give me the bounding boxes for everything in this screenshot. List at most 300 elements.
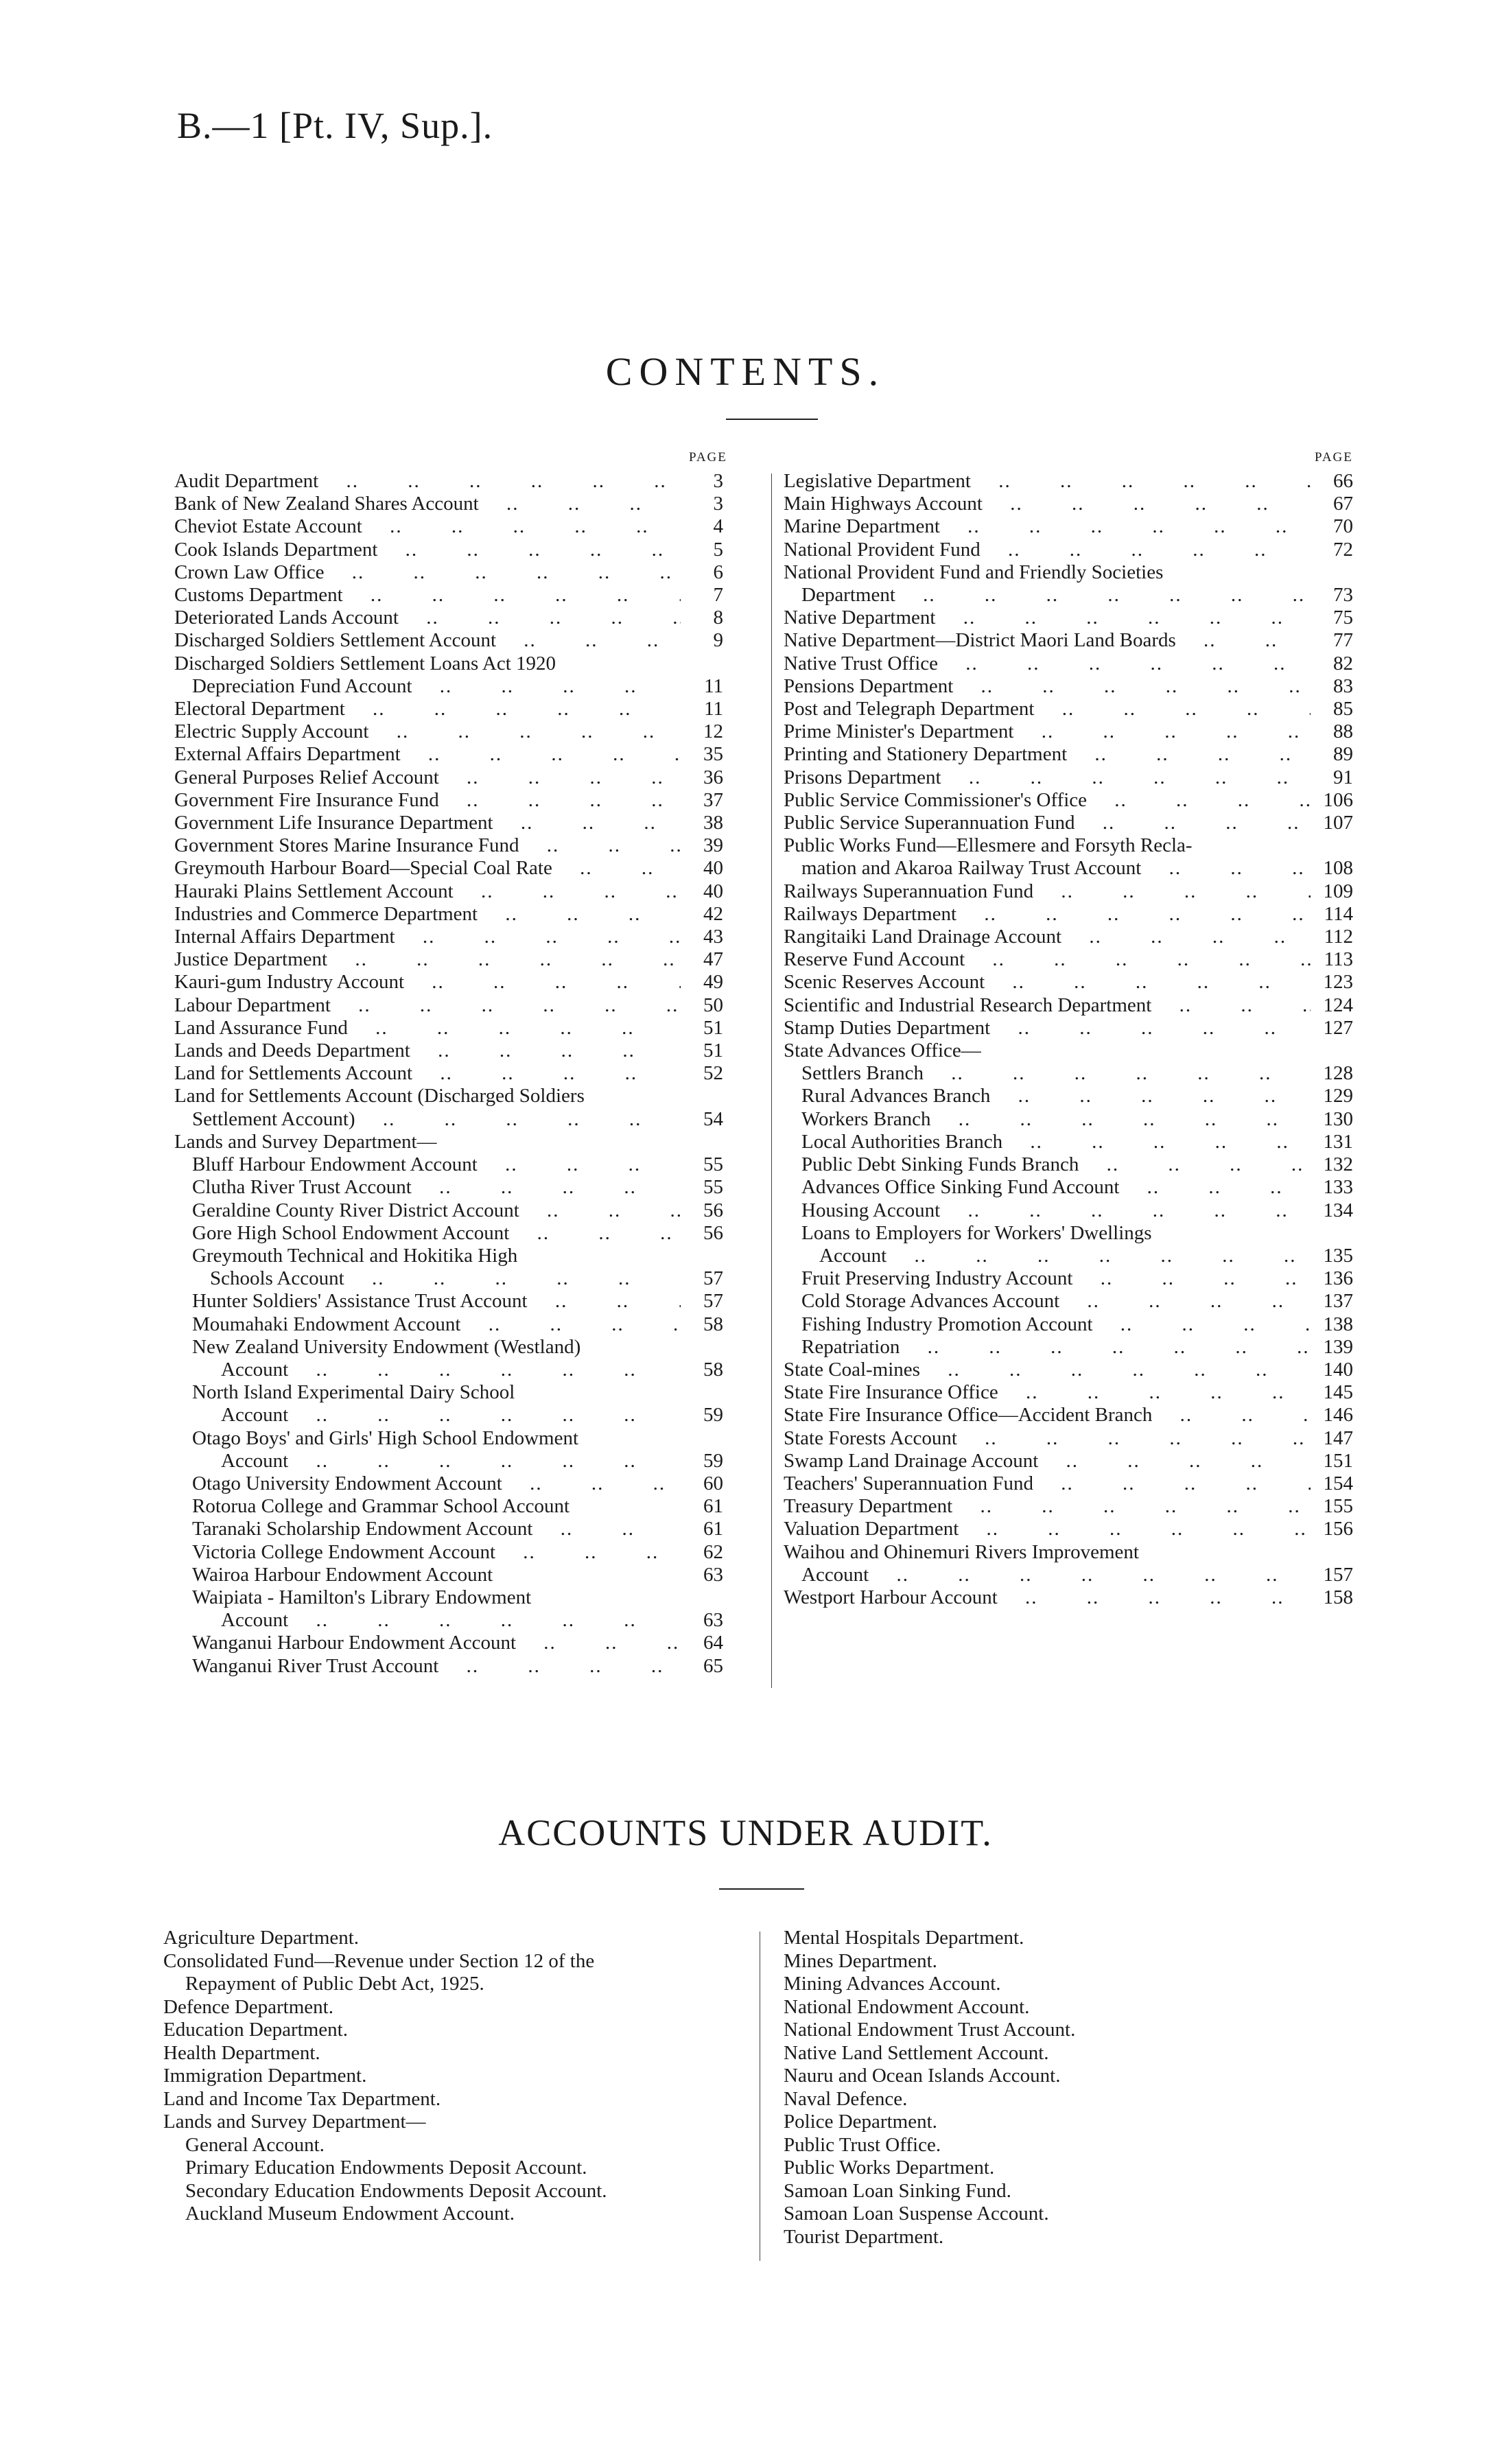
- contents-title-rule: [726, 419, 818, 420]
- entry-page-number: 55: [703, 1176, 723, 1199]
- audit-item: Agriculture Department.: [163, 1927, 360, 1949]
- entry-label: Industries and Commerce Department ..: [174, 903, 681, 926]
- contents-entry: National Provident Fund and Friendly Societies: [784, 561, 1164, 583]
- entry-page-number: 59: [703, 1449, 723, 1472]
- entry-label: Crown Law Office ..: [174, 561, 681, 584]
- entry-label: Kauri-gum Industry Account ..: [174, 971, 681, 994]
- entry-page-number: 154: [1323, 1472, 1353, 1494]
- entry-page-number: 52: [703, 1062, 723, 1085]
- audit-title: ACCOUNTS UNDER AUDIT.: [498, 1812, 993, 1853]
- audit-item: Native Land Settlement Account.: [784, 2041, 1049, 2064]
- contents-entry: New Zealand University Endowment (Westland): [192, 1335, 581, 1358]
- entry-page-number: 157: [1323, 1563, 1353, 1586]
- entry-page-number: 133: [1323, 1176, 1353, 1199]
- entry-page-number: 40: [703, 857, 723, 880]
- entry-page-number: 135: [1323, 1244, 1353, 1267]
- entry-label: Justice Department ..: [174, 948, 681, 971]
- entry-page-number: 5: [713, 538, 723, 561]
- entry-page-number: 124: [1323, 994, 1353, 1016]
- contents-entry: Greymouth Technical and Hokitika High: [192, 1244, 518, 1267]
- audit-item: Land and Income Tax Department.: [163, 2087, 441, 2110]
- entry-label: Westport Harbour Account ..: [784, 1586, 1311, 1609]
- entry-page-number: 114: [1324, 902, 1353, 925]
- contents-entry: [174, 1199, 723, 1222]
- entry-page-number: 62: [703, 1540, 723, 1563]
- contents-entry: [174, 1564, 723, 1586]
- entry-page-number: 61: [703, 1495, 723, 1518]
- entry-page-number: 138: [1323, 1313, 1353, 1335]
- entry-page-number: 57: [703, 1267, 723, 1290]
- entry-page-number: 12: [703, 720, 723, 743]
- contents-entry: [784, 1472, 1353, 1495]
- contents-entry: [784, 766, 1353, 789]
- contents-entry: [174, 812, 723, 834]
- entry-page-number: 147: [1323, 1427, 1353, 1449]
- entry-label: General Purposes Relief Account ..: [174, 766, 681, 789]
- entry-label: Land Assurance Fund ..: [174, 1017, 681, 1040]
- audit-item: Defence Department.: [163, 1995, 333, 2018]
- contents-entry: Waihou and Ohinemuri Rivers Improvement: [784, 1540, 1139, 1563]
- contents-entry: [784, 812, 1353, 834]
- entry-page-number: 70: [1333, 515, 1353, 538]
- entry-label: Government Fire Insurance Fund ..: [174, 789, 681, 812]
- entry-label: Native Department ..: [784, 607, 1311, 629]
- contents-entry: [174, 857, 723, 880]
- entry-page-number: 73: [1333, 584, 1353, 607]
- contents-entry: Land for Settlements Account (Discharged Soldiers: [174, 1085, 585, 1107]
- entry-label: Main Highways Account ..: [784, 493, 1311, 515]
- entry-page-number: 155: [1323, 1495, 1353, 1518]
- audit-item: Mining Advances Account.: [784, 1973, 1001, 1995]
- contents-entry: [784, 1313, 1353, 1336]
- entry-label: Native Department—District Maori Land Boards ..: [784, 629, 1311, 652]
- entry-label: Rangitaiki Land Drainage Account ..: [784, 926, 1311, 948]
- entry-page-number: 35: [703, 743, 723, 766]
- column-divider: [771, 473, 772, 1688]
- audit-item: Mental Hospitals Department.: [784, 1927, 1024, 1949]
- entry-label: Treasury Department ..: [784, 1495, 1311, 1518]
- contents-entry: [174, 789, 723, 812]
- contents-entry: [174, 1472, 723, 1495]
- contents-entry: [174, 675, 723, 698]
- contents-entry: [174, 1017, 723, 1040]
- contents-entry: [784, 1564, 1353, 1586]
- entry-label: Taranaki Scholarship Endowment Account ..: [192, 1518, 681, 1540]
- entry-page-number: 151: [1323, 1449, 1353, 1472]
- entry-label: Swamp Land Drainage Account ..: [784, 1450, 1311, 1472]
- contents-entry: [174, 1359, 723, 1381]
- contents-entry: [174, 994, 723, 1017]
- entry-label: Schools Account ..: [210, 1267, 681, 1290]
- entry-page-number: 136: [1323, 1267, 1353, 1290]
- contents-entry: [784, 720, 1353, 743]
- audit-item: Police Department.: [784, 2111, 937, 2133]
- entry-page-number: 3: [713, 493, 723, 515]
- entry-page-number: 58: [703, 1313, 723, 1335]
- entry-page-number: 75: [1333, 607, 1353, 629]
- entry-page-number: 39: [703, 834, 723, 857]
- entry-page-number: 43: [703, 926, 723, 948]
- entry-label: External Affairs Department ..: [174, 743, 681, 766]
- entry-page-number: 58: [703, 1358, 723, 1381]
- entry-page-number: 63: [703, 1563, 723, 1586]
- contents-entry: [784, 971, 1353, 994]
- contents-entry: North Island Experimental Dairy School: [192, 1381, 515, 1404]
- audit-item: Education Department.: [163, 2019, 348, 2041]
- audit-item: Immigration Department.: [163, 2065, 367, 2087]
- contents-entry: [174, 880, 723, 903]
- contents-entry: [174, 1267, 723, 1290]
- entry-label: Cold Storage Advances Account ..: [801, 1290, 1311, 1313]
- contents-entry: [174, 971, 723, 994]
- entry-page-number: 6: [713, 561, 723, 583]
- entry-label: Hunter Soldiers' Assistance Trust Account ..: [192, 1290, 681, 1313]
- audit-item: Public Works Department.: [784, 2157, 995, 2179]
- entry-label: Hauraki Plains Settlement Account ..: [174, 880, 681, 903]
- contents-entry: [784, 1495, 1353, 1518]
- audit-item: Consolidated Fund—Revenue under Section 12 of the: [163, 1949, 595, 1972]
- entry-page-number: 72: [1333, 538, 1353, 561]
- contents-entry: [784, 857, 1353, 880]
- entry-label: Pensions Department ..: [784, 675, 1311, 698]
- entry-label: Government Stores Marine Insurance Fund ..: [174, 834, 681, 857]
- entry-label: Labour Department ..: [174, 994, 681, 1017]
- entry-label: Discharged Soldiers Settlement Account ..: [174, 629, 681, 652]
- entry-page-number: 50: [703, 994, 723, 1016]
- entry-page-number: 88: [1333, 720, 1353, 743]
- entry-page-number: 129: [1323, 1085, 1353, 1107]
- contents-entry: [784, 1381, 1353, 1404]
- entry-page-number: 56: [703, 1199, 723, 1221]
- audit-left-list: [163, 1927, 607, 2226]
- entry-label: Marine Department ..: [784, 515, 1311, 538]
- contents-entry: [174, 720, 723, 743]
- entry-label: State Forests Account ..: [784, 1427, 1311, 1450]
- entry-label: Settlement Account) ..: [192, 1108, 681, 1131]
- contents-entry: [784, 1267, 1353, 1290]
- entry-page-number: 11: [704, 674, 723, 697]
- contents-entry: [784, 1062, 1353, 1085]
- contents-entry: [784, 539, 1353, 561]
- contents-entry: [174, 1153, 723, 1176]
- entry-page-number: 134: [1323, 1199, 1353, 1221]
- entry-label: Reserve Fund Account ..: [784, 948, 1311, 971]
- audit-item: Mines Department.: [784, 1949, 937, 1972]
- entry-label: Railways Department ..: [784, 903, 1311, 926]
- contents-entry: [784, 926, 1353, 948]
- contents-entry: [174, 766, 723, 789]
- entry-page-number: 64: [703, 1632, 723, 1654]
- entry-page-number: 56: [703, 1221, 723, 1244]
- entry-label: Electric Supply Account ..: [174, 720, 681, 743]
- entry-page-number: 42: [703, 902, 723, 925]
- entry-label: Depreciation Fund Account ..: [192, 675, 681, 698]
- audit-item: Samoan Loan Sinking Fund.: [784, 2179, 1011, 2202]
- audit-item: Samoan Loan Suspense Account.: [784, 2203, 1049, 2225]
- contents-entry: [174, 629, 723, 652]
- entry-label: mation and Akaroa Railway Trust Account ..: [801, 857, 1311, 880]
- entry-page-number: 38: [703, 812, 723, 834]
- contents-entry: [174, 834, 723, 857]
- entry-label: Teachers' Superannuation Fund ..: [784, 1472, 1311, 1495]
- entry-page-number: 139: [1323, 1335, 1353, 1358]
- contents-entry: [174, 1518, 723, 1540]
- entry-page-number: 9: [713, 629, 723, 652]
- entry-label: Account ..: [221, 1404, 681, 1427]
- audit-item: Tourist Department.: [784, 2225, 944, 2248]
- entry-page-number: 131: [1323, 1130, 1353, 1153]
- entry-label: State Fire Insurance Office ..: [784, 1381, 1311, 1404]
- contents-entry: [784, 1199, 1353, 1222]
- entry-label: Scientific and Industrial Research Department ..: [784, 994, 1311, 1017]
- contents-entry: [784, 515, 1353, 538]
- entry-page-number: 113: [1324, 948, 1353, 971]
- contents-entry: [174, 1655, 723, 1678]
- entry-label: Account ..: [819, 1245, 1311, 1267]
- entry-page-number: 146: [1323, 1404, 1353, 1427]
- entry-label: Geraldine County River District Account ..: [192, 1199, 681, 1222]
- entry-label: Scenic Reserves Account ..: [784, 971, 1311, 994]
- audit-item: Primary Education Endowments Deposit Account.: [185, 2157, 587, 2179]
- contents-entry: [174, 1062, 723, 1085]
- audit-item: Nauru and Ocean Islands Account.: [784, 2065, 1061, 2087]
- entry-label: Rural Advances Branch ..: [801, 1085, 1311, 1107]
- entry-page-number: 77: [1333, 629, 1353, 652]
- contents-entry: [784, 1085, 1353, 1107]
- entry-label: Gore High School Endowment Account ..: [192, 1222, 681, 1245]
- entry-label: Stamp Duties Department ..: [784, 1017, 1311, 1040]
- entry-label: Moumahaki Endowment Account ..: [192, 1313, 681, 1336]
- contents-entry: [174, 1040, 723, 1062]
- entry-page-number: 7: [713, 584, 723, 607]
- entry-label: Account ..: [221, 1609, 681, 1632]
- contents-entry: Discharged Soldiers Settlement Loans Act 1920: [174, 652, 556, 674]
- contents-entry: [174, 515, 723, 538]
- entry-label: Prime Minister's Department ..: [784, 720, 1311, 743]
- contents-entry: [174, 1495, 723, 1518]
- entry-page-number: 158: [1323, 1586, 1353, 1608]
- entry-page-number: 51: [703, 1040, 723, 1062]
- entry-label: Advances Office Sinking Fund Account ..: [801, 1176, 1311, 1199]
- contents-entry: [784, 994, 1353, 1017]
- contents-entry: [784, 1359, 1353, 1381]
- entry-label: Otago University Endowment Account ..: [192, 1472, 681, 1495]
- entry-page-number: 109: [1323, 880, 1353, 902]
- contents-entry: [784, 653, 1353, 675]
- contents-entry: [174, 1313, 723, 1336]
- entry-page-number: 36: [703, 766, 723, 788]
- entry-page-number: 47: [703, 948, 723, 971]
- entry-label: Printing and Stationery Department ..: [784, 743, 1311, 766]
- entry-label: Lands and Deeds Department ..: [174, 1040, 681, 1062]
- entry-label: Department ..: [801, 584, 1311, 607]
- contents-entry: [784, 1336, 1353, 1359]
- contents-entry: [174, 607, 723, 629]
- entry-page-number: 83: [1333, 674, 1353, 697]
- entry-label: Deteriorated Lands Account ..: [174, 607, 681, 629]
- audit-item: Lands and Survey Department—: [163, 2111, 426, 2133]
- audit-item: Auckland Museum Endowment Account.: [185, 2203, 515, 2225]
- entry-label: Cook Islands Department ..: [174, 539, 681, 561]
- contents-entry: [174, 1290, 723, 1313]
- entry-page-number: 61: [703, 1518, 723, 1540]
- audit-right-list: [784, 1927, 1075, 2249]
- contents-entry: Otago Boys' and Girls' High School Endowment: [192, 1427, 579, 1449]
- entry-page-number: 132: [1323, 1153, 1353, 1176]
- contents-title: CONTENTS.: [605, 349, 886, 394]
- contents-entry: [174, 926, 723, 948]
- entry-label: Wanganui River Trust Account ..: [192, 1655, 681, 1678]
- contents-entry: [174, 1404, 723, 1427]
- entry-page-number: 51: [703, 1016, 723, 1039]
- contents-entry: [784, 880, 1353, 903]
- audit-item: Naval Defence.: [784, 2087, 908, 2110]
- entry-label: Account ..: [221, 1450, 681, 1472]
- entry-label: Railways Superannuation Fund ..: [784, 880, 1311, 903]
- contents-entry: [784, 584, 1353, 607]
- entry-page-number: 128: [1323, 1062, 1353, 1085]
- entry-page-number: 82: [1333, 652, 1353, 674]
- contents-entry: [784, 1518, 1353, 1540]
- entry-label: Bank of New Zealand Shares Account ..: [174, 493, 681, 515]
- entry-page-number: 37: [703, 788, 723, 811]
- entry-page-number: 4: [713, 515, 723, 538]
- contents-entry: [784, 698, 1353, 720]
- contents-entry: [784, 1245, 1353, 1267]
- contents-entry: [784, 1017, 1353, 1040]
- entry-page-number: 60: [703, 1472, 723, 1494]
- entry-label: Clutha River Trust Account ..: [192, 1176, 681, 1199]
- contents-entry: Loans to Employers for Workers' Dwellings: [801, 1221, 1152, 1244]
- contents-entry: [174, 1176, 723, 1199]
- contents-entry: [784, 1450, 1353, 1472]
- audit-item: General Account.: [185, 2133, 325, 2156]
- entry-page-number: 55: [703, 1153, 723, 1176]
- contents-entry: [174, 584, 723, 607]
- contents-entry: [784, 1586, 1353, 1609]
- contents-entry: [784, 903, 1353, 926]
- entry-label: Public Service Commissioner's Office ..: [784, 789, 1311, 812]
- audit-title-rule: [719, 1888, 804, 1890]
- contents-entry: [784, 789, 1353, 812]
- entry-page-number: 85: [1333, 698, 1353, 720]
- contents-entry: [784, 743, 1353, 766]
- entry-page-number: 145: [1323, 1381, 1353, 1404]
- entry-label: Government Life Insurance Department ..: [174, 812, 681, 834]
- contents-right-column: [784, 470, 1353, 1609]
- contents-entry: [174, 1222, 723, 1245]
- contents-entry: Waipiata - Hamilton's Library Endowment: [192, 1586, 532, 1608]
- entry-label: State Fire Insurance Office—Accident Branch ..: [784, 1404, 1311, 1427]
- contents-entry: [174, 470, 723, 493]
- contents-entry: [784, 1427, 1353, 1450]
- contents-entry: [174, 903, 723, 926]
- contents-entry: [784, 1404, 1353, 1427]
- contents-entry: [784, 607, 1353, 629]
- entry-page-number: 91: [1333, 766, 1353, 788]
- entry-label: Native Trust Office ..: [784, 653, 1311, 675]
- entry-label: Fishing Industry Promotion Account ..: [801, 1313, 1311, 1336]
- contents-entry: [784, 1108, 1353, 1131]
- audit-item: National Endowment Account.: [784, 1995, 1030, 2018]
- entry-page-number: 130: [1323, 1107, 1353, 1130]
- contents-entry: [784, 1153, 1353, 1176]
- entry-label: National Provident Fund ..: [784, 539, 1311, 561]
- entry-label: Public Debt Sinking Funds Branch ..: [801, 1153, 1311, 1176]
- contents-entry: [174, 1108, 723, 1131]
- entry-label: Valuation Department ..: [784, 1518, 1311, 1540]
- entry-label: Victoria College Endowment Account ..: [192, 1541, 681, 1564]
- entry-label: Account ..: [801, 1564, 1311, 1586]
- document-header: B.—1 [Pt. IV, Sup.].: [177, 105, 493, 146]
- entry-label: Repatriation ..: [801, 1336, 1311, 1359]
- entry-page-number: 59: [703, 1404, 723, 1427]
- entry-label: Workers Branch ..: [801, 1108, 1311, 1131]
- audit-item: Repayment of Public Debt Act, 1925.: [185, 1973, 484, 1995]
- entry-label: State Coal-mines ..: [784, 1359, 1311, 1381]
- contents-entry: [174, 539, 723, 561]
- entry-page-number: 137: [1323, 1290, 1353, 1313]
- entry-label: Wanganui Harbour Endowment Account ..: [192, 1632, 681, 1654]
- entry-page-number: 40: [703, 880, 723, 902]
- entry-page-number: 67: [1333, 493, 1353, 515]
- contents-entry: [784, 1176, 1353, 1199]
- entry-label: Legislative Department ..: [784, 470, 1311, 493]
- entry-label: Account ..: [221, 1359, 681, 1381]
- contents-entry: [784, 493, 1353, 515]
- entry-label: Housing Account ..: [801, 1199, 1311, 1222]
- entry-page-number: 11: [704, 698, 723, 720]
- contents-entry: Public Works Fund—Ellesmere and Forsyth Recla-: [784, 834, 1193, 857]
- audit-item: Secondary Education Endowments Deposit Account.: [185, 2179, 607, 2202]
- contents-entry: [784, 470, 1353, 493]
- contents-entry: [784, 1131, 1353, 1153]
- entry-page-number: 54: [703, 1107, 723, 1130]
- entry-page-number: 57: [703, 1290, 723, 1313]
- contents-entry: [174, 948, 723, 971]
- entry-label: Settlers Branch ..: [801, 1062, 1311, 1085]
- entry-page-number: 49: [703, 971, 723, 994]
- entry-page-number: 65: [703, 1654, 723, 1677]
- entry-page-number: 112: [1324, 926, 1353, 948]
- entry-page-number: 66: [1333, 470, 1353, 492]
- entry-page-number: 3: [713, 470, 723, 492]
- contents-entry: [784, 948, 1353, 971]
- contents-entry: [174, 493, 723, 515]
- entry-label: Fruit Preserving Industry Account ..: [801, 1267, 1311, 1290]
- contents-entry: [174, 743, 723, 766]
- entry-label: Rotorua College and Grammar School Account: [192, 1495, 570, 1518]
- entry-page-number: 140: [1323, 1358, 1353, 1381]
- contents-entry: [174, 1541, 723, 1564]
- contents-entry: [784, 629, 1353, 652]
- entry-label: Bluff Harbour Endowment Account ..: [192, 1153, 681, 1176]
- entry-page-number: 107: [1323, 812, 1353, 834]
- audit-item: Public Trust Office.: [784, 2133, 941, 2156]
- entry-label: Internal Affairs Department ..: [174, 926, 681, 948]
- entry-label: Public Service Superannuation Fund ..: [784, 812, 1311, 834]
- contents-entry: State Advances Office—: [784, 1040, 981, 1062]
- entry-label: Wairoa Harbour Endowment Account: [192, 1563, 493, 1586]
- contents-entry: [174, 561, 723, 584]
- entry-page-number: 156: [1323, 1518, 1353, 1540]
- left-page-column-header: PAGE: [689, 450, 727, 465]
- contents-entry: [174, 698, 723, 720]
- contents-entry: [784, 1290, 1353, 1313]
- entry-page-number: 106: [1323, 788, 1353, 811]
- entry-page-number: 127: [1323, 1016, 1353, 1039]
- entry-label: Cheviot Estate Account ..: [174, 515, 681, 538]
